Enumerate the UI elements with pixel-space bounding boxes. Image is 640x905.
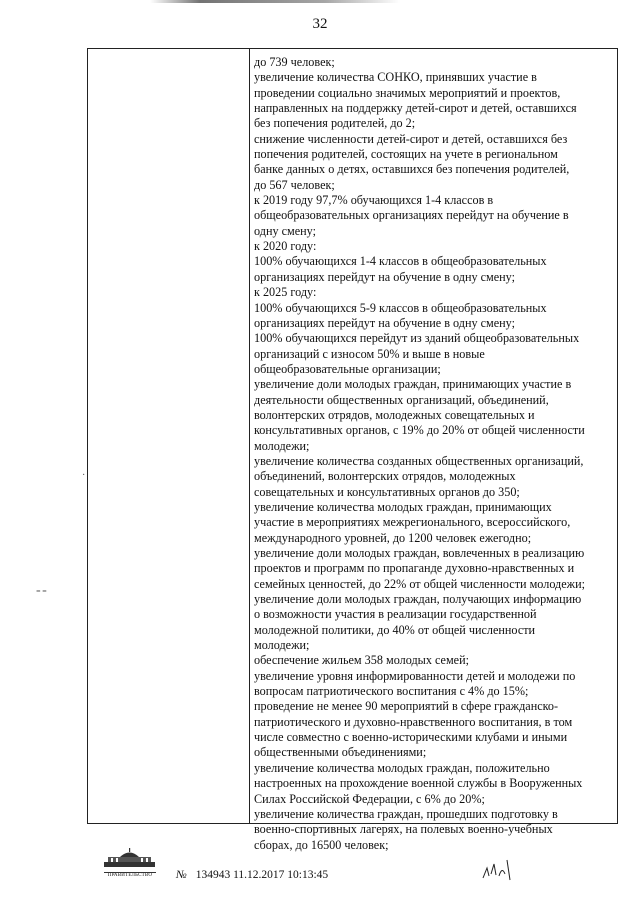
margin-dash-mark: ‐ ‐ — [36, 583, 46, 598]
government-building-seal — [102, 848, 157, 868]
document-number: 134943 — [195, 869, 231, 881]
indicator-line: организациях перейдут на обучение в одну смену; — [254, 315, 516, 330]
indicator-line: молодежи; — [254, 638, 310, 653]
indicator-line: к 2019 году 97,7% обучающихся 1-4 классов в — [254, 193, 494, 208]
indicator-list — [254, 55, 612, 853]
indicator-line: к 2020 году: — [254, 239, 317, 254]
indicator-line: настроенных на прохождение военной службы в Вооруженных — [254, 776, 583, 791]
indicator-line: молодежной политики, до 40% от общей численности — [254, 622, 536, 637]
indicator-line: увеличение доли молодых граждан, получающих информацию — [254, 592, 582, 607]
indicator-line: объединений, волонтерских отрядов, молодежных — [254, 469, 516, 484]
table-column-divider — [249, 49, 250, 823]
indicator-line: попечения родителей, состоящих на учете в региональном — [254, 147, 558, 162]
indicator-line: деятельности общественных организаций, объединений, — [254, 392, 549, 407]
indicator-line: увеличение доли молодых граждан, вовлеченных в реализацию — [254, 546, 585, 560]
indicator-line: военно-спортивных лагерях, на полевых военно-учебных — [254, 822, 553, 837]
indicator-line: консультативных органов, с 19% до 20% от общей численности — [254, 423, 585, 438]
handwritten-signature — [480, 856, 520, 886]
indicator-line: банке данных о детях, оставшихся без попечения родителей, — [254, 162, 570, 177]
document-registration-stamp — [176, 869, 328, 881]
indicator-line: патриотического и духовно-нравственного воспитания, в том — [254, 714, 573, 729]
indicator-line: направленных на поддержку детей-сирот и детей, оставшихся — [254, 101, 577, 116]
indicator-line: волонтерских отрядов, молодежных совещательных и — [254, 407, 535, 422]
indicator-line: 100% обучающихся 5-9 классов в общеобразовательных — [254, 300, 547, 315]
indicator-line: международного уровней, до 1200 человек ежегодно; — [254, 530, 532, 545]
indicator-line: общественными объединениями; — [254, 745, 427, 760]
scan-edge-shadow — [150, 0, 400, 3]
indicator-line: увеличение количества молодых граждан, положительно — [254, 760, 550, 775]
indicator-line: без попечения родителей, до 2; — [254, 116, 416, 131]
indicator-line: увеличение уровня информированности детей и молодежи по — [254, 668, 576, 683]
indicator-line: снижение численности детей-сирот и детей, оставшихся без — [254, 131, 568, 146]
indicator-line: числе совместно с военно-историческими клубами и иными — [254, 730, 568, 745]
indicator-line: одну смену; — [254, 223, 316, 238]
indicator-line: совещательных и консультативных органов до 350; — [254, 484, 520, 499]
indicator-line: 100% обучающихся 1-4 классов в общеобразовательных — [254, 254, 547, 269]
indicator-line: увеличение количества созданных общественных организаций, — [254, 453, 584, 468]
document-table — [87, 48, 618, 852]
indicator-line: семейных ценностей, до 22% от общей численности молодежи; — [254, 576, 585, 591]
indicator-line: 100% обучающихся перейдут из зданий общеобразовательных — [254, 331, 580, 346]
page-number: 32 — [312, 16, 328, 32]
margin-dot-mark: · — [82, 470, 86, 481]
indicator-line: о возможности участия в реализации государственной — [254, 607, 537, 622]
indicator-line: увеличение количества молодых граждан, принимающих — [254, 499, 552, 514]
indicator-line: проведение не менее 90 мероприятий в сфере гражданско- — [254, 699, 559, 714]
indicator-line: до 739 человек; — [254, 55, 335, 69]
indicator-line: до 567 человек; — [254, 177, 335, 192]
indicator-line: обеспечение жильем 358 молодых семей; — [254, 653, 470, 668]
indicator-line: вопросам патриотического воспитания с 4% до 15%; — [254, 684, 529, 699]
indicator-line: общеобразовательные организации; — [254, 361, 441, 376]
indicator-line: организациях перейдут на обучение в одну смену; — [254, 269, 516, 284]
indicator-line: организаций с износом 50% и выше в новые — [254, 346, 485, 361]
indicator-line: увеличение количества СОНКО, принявших участие в — [254, 70, 537, 85]
indicator-line: увеличение количества граждан, прошедших подготовку в — [254, 806, 558, 821]
number-sign: № — [176, 869, 187, 881]
indicator-line: Силах Российской Федерации, с 6% до 20%; — [254, 791, 485, 806]
indicator-line: общеобразовательных организациях перейдут на обучение в — [254, 208, 569, 223]
indicator-line: увеличение доли молодых граждан, принимающих участие в — [254, 377, 572, 392]
document-datetime: 11.12.2017 10:13:45 — [233, 869, 329, 881]
indicator-line: молодежи; — [254, 438, 310, 453]
indicator-line: к 2025 году: — [254, 285, 317, 300]
indicator-line: участие в мероприятиях межрегионального, всероссийского, — [254, 515, 571, 530]
indicator-line: сборах, до 16500 человек; — [254, 837, 389, 852]
indicator-line: проведении социально значимых мероприятий и проектов, — [254, 85, 561, 100]
indicator-line: проектов и программ по пропаганде духовно-нравственных и — [254, 561, 575, 576]
seal-caption: ПРАВИТЕЛЬСТВО — [104, 872, 156, 879]
